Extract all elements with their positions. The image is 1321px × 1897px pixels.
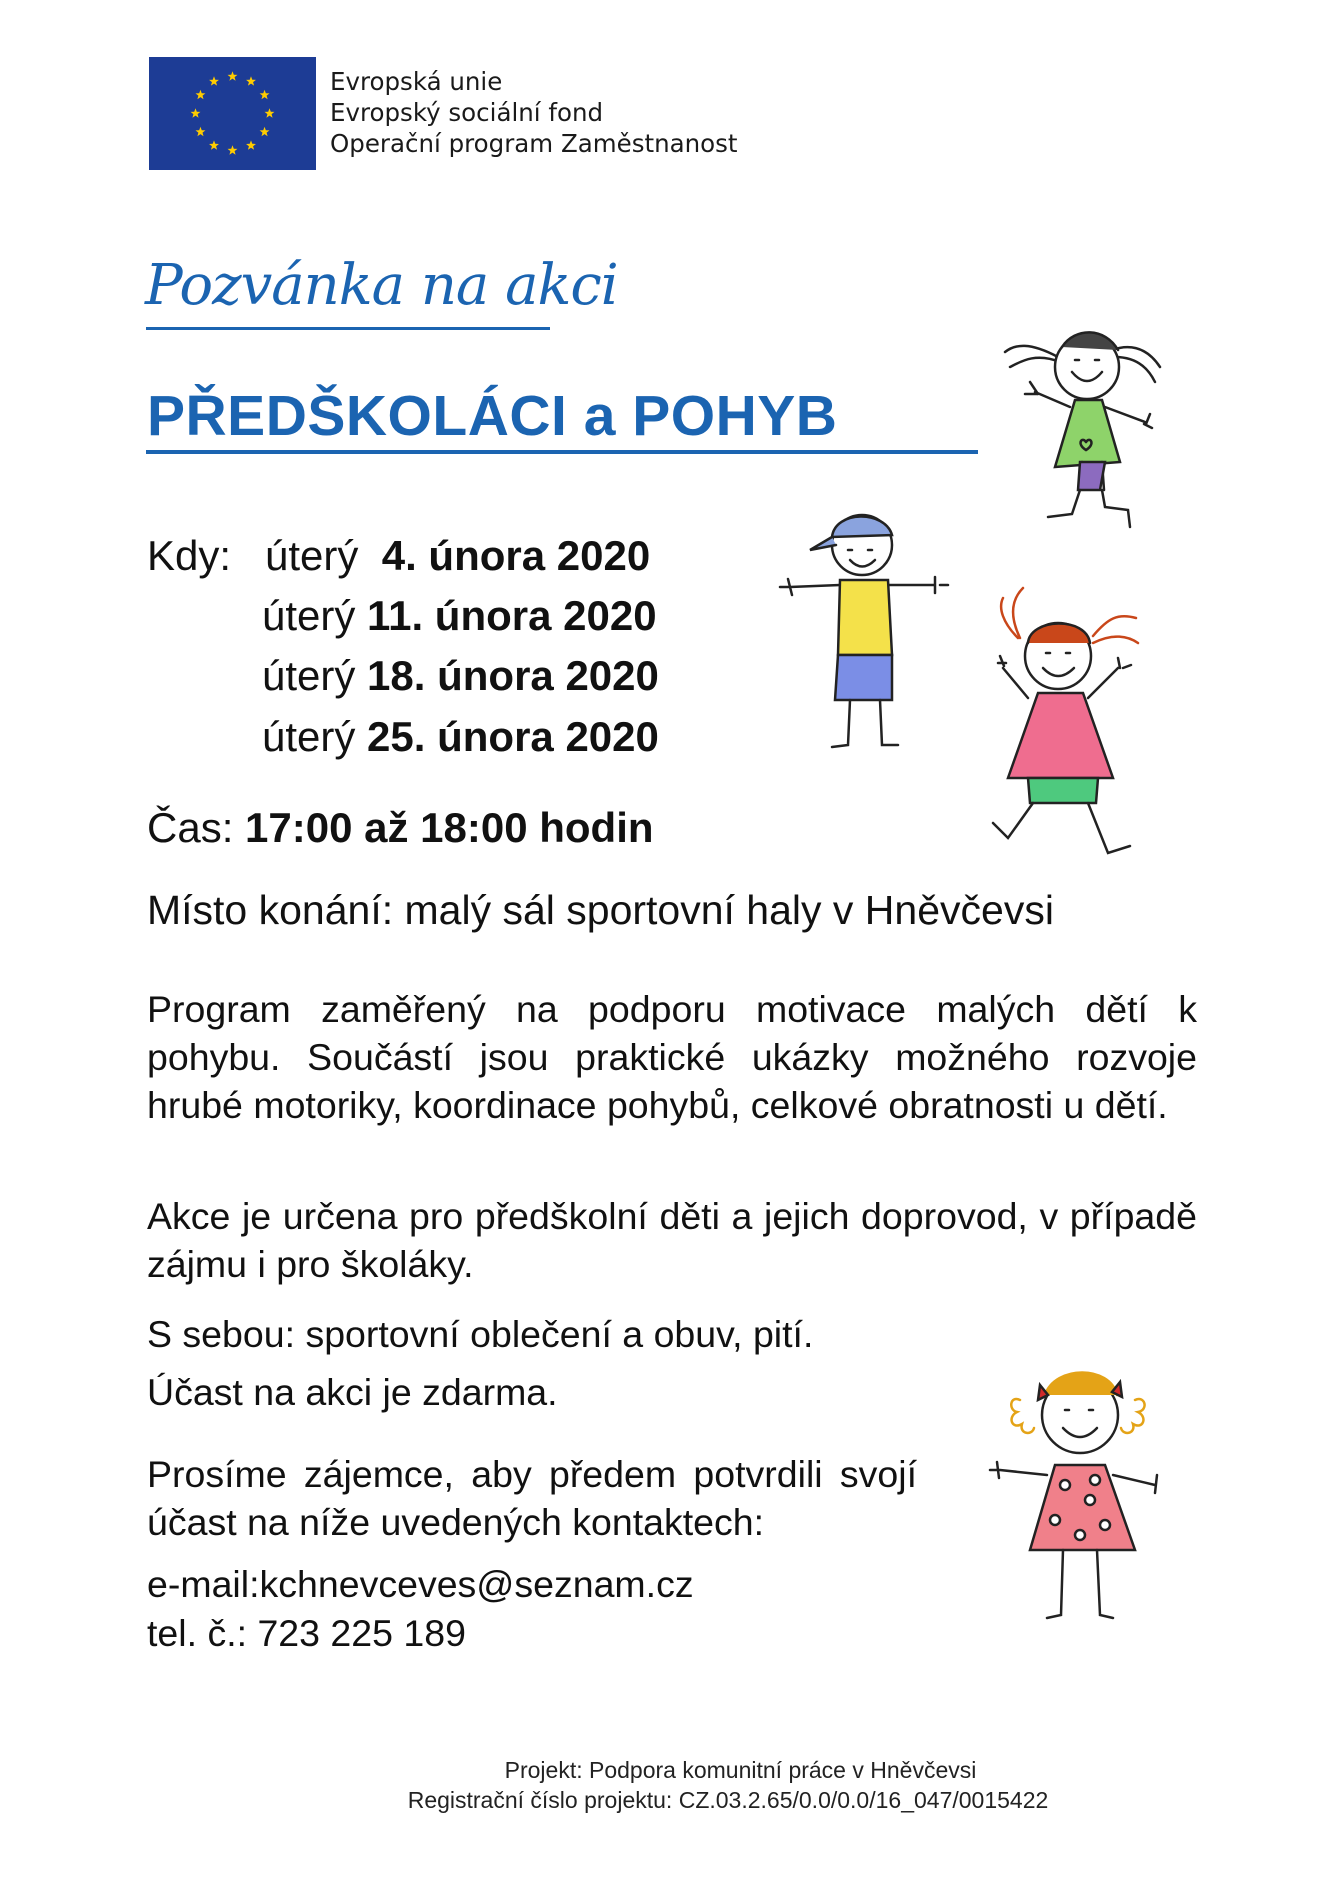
eu-line-union: Evropská unie: [330, 67, 503, 96]
kid-girl-dotted-dress-illustration: [985, 1360, 1175, 1640]
time-line: [147, 804, 654, 852]
invitation-underline: [146, 327, 550, 330]
event-title: PŘEDŠKOLÁCI a POHYB: [147, 384, 838, 448]
date-value: 4. února 2020: [381, 532, 651, 579]
free-entry-line: Účast na akci je zdarma.: [147, 1371, 558, 1413]
eu-star-icon: [260, 90, 270, 99]
date-value: 25. února 2020: [367, 713, 659, 760]
date-line: [262, 713, 659, 761]
date-value: 18. února 2020: [367, 652, 659, 699]
eu-star-icon: [209, 76, 219, 85]
confirmation-request: Prosíme zájemce, aby předem potvrdili svojí účast na níže uvedených kontaktech:: [147, 1453, 917, 1543]
date-day: úterý: [265, 532, 359, 579]
eu-header-text: [330, 66, 738, 159]
kid-boy-cap-illustration: [770, 505, 955, 760]
eu-star-icon: [191, 108, 201, 117]
eu-star-icon: [228, 145, 238, 154]
footer-project: Projekt: Podpora komunitní práce v Hněvčevsi: [504, 1757, 977, 1783]
date-day: úterý: [262, 713, 356, 760]
eu-stars-icon: [149, 57, 316, 170]
when-label: Kdy:: [147, 532, 232, 579]
kid-green-dress-illustration: [1000, 322, 1180, 547]
venue-line: Místo konání: malý sál sportovní haly v Hněvčevsi: [147, 887, 1054, 933]
eu-flag-logo: [149, 57, 316, 170]
title-underline: [146, 450, 978, 454]
date-line: [262, 592, 657, 640]
eu-line-fund: Evropský sociální fond: [330, 98, 604, 127]
eu-star-icon: [265, 108, 275, 117]
invitation-heading: Pozvánka na akci: [145, 253, 618, 318]
bring-along-line: S sebou: sportovní oblečení a obuv, pití.: [147, 1313, 814, 1355]
date-line: [265, 532, 650, 580]
eu-star-icon: [196, 127, 206, 136]
eu-star-icon: [246, 140, 256, 149]
eu-line-program: Operační program Zaměstnanost: [330, 129, 738, 158]
kid-girl-pink-dress-illustration: [968, 588, 1148, 858]
eu-star-icon: [228, 71, 238, 80]
footer-registration: Registrační číslo projektu: CZ.03.2.65/0.0/0.0/16_047/0015422: [407, 1787, 1049, 1813]
date-day: úterý: [262, 652, 356, 699]
description-paragraph: Program zaměřený na podporu motivace malých dětí k pohybu. Součástí jsou praktické ukázky možného rozvoje hrubé motoriky, koordinace pohybů, celkové obratnosti u dětí.: [147, 988, 1197, 1126]
eu-star-icon: [246, 76, 256, 85]
footer: [0, 1755, 1321, 1815]
eu-star-icon: [196, 90, 206, 99]
date-day: úterý: [262, 592, 356, 639]
eu-star-icon: [260, 127, 270, 136]
time-value: 17:00 až 18:00 hodin: [245, 804, 654, 851]
date-value: 11. února 2020: [367, 592, 657, 639]
eu-star-icon: [209, 140, 219, 149]
date-line: [262, 652, 659, 700]
contact-email[interactable]: e-mail:kchnevceves@seznam.cz: [147, 1563, 694, 1605]
contact-phone: tel. č.: 723 225 189: [147, 1612, 466, 1654]
time-label: Čas:: [147, 804, 234, 851]
audience-paragraph: Akce je určena pro předškolní děti a jejich doprovod, v případě zájmu i pro školáky.: [147, 1195, 1197, 1285]
